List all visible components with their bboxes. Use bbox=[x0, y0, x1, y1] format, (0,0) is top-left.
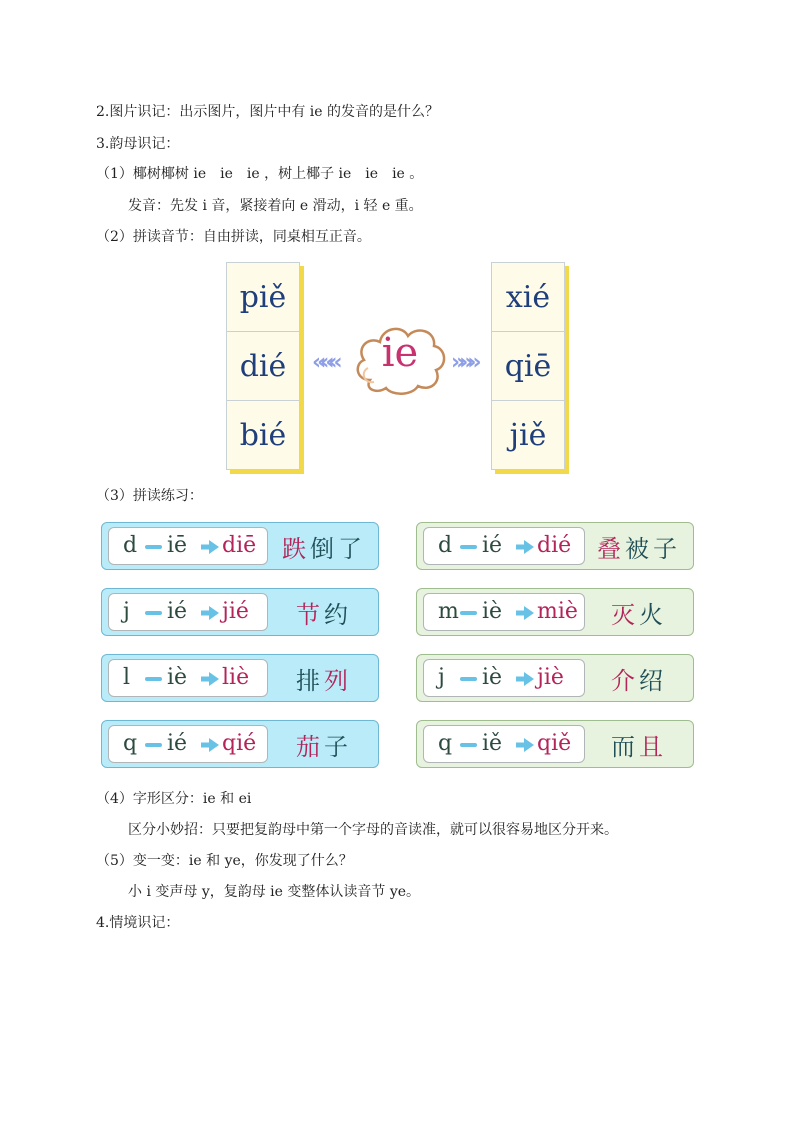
final-letters: iè bbox=[167, 665, 188, 690]
initial-letter: j bbox=[438, 665, 445, 690]
syllable-column-left bbox=[226, 262, 300, 470]
item-pronunciation: 发音：先发 i 音，紧接着向 e 滑动，i 轻 e 重。 bbox=[128, 198, 423, 214]
practice-card bbox=[101, 654, 379, 702]
initial-letter: d bbox=[438, 533, 453, 558]
final-letters: ié bbox=[167, 731, 188, 756]
word-char: 跌 bbox=[282, 535, 310, 563]
word-char: 列 bbox=[324, 667, 352, 695]
initial-letter: q bbox=[438, 731, 453, 756]
item-situational-recognition: 4.情境识记： bbox=[96, 915, 180, 931]
initial-letter: m bbox=[438, 599, 459, 624]
item-distinction-tip: 区分小妙招：只要把复韵母中第一个字母的音读准，就可以很容易地区分开来。 bbox=[128, 822, 618, 838]
word-char: 而 bbox=[611, 733, 639, 761]
syllable-cell: jiě bbox=[509, 417, 547, 453]
syllable-result: liè bbox=[222, 665, 250, 690]
example-word bbox=[589, 529, 689, 564]
syllable-result: qié bbox=[222, 731, 257, 756]
syllable-cell: bié bbox=[239, 417, 287, 453]
word-char: 火 bbox=[639, 601, 667, 629]
word-char: 叠 bbox=[597, 535, 625, 563]
arrow-right-icon bbox=[516, 606, 534, 620]
item-coconut-rhyme: （1）椰树椰树 ie ie ie ，树上椰子 ie ie ie 。 bbox=[96, 166, 424, 182]
item-final-recognition: 3.韵母识记： bbox=[96, 136, 180, 152]
word-char: 子 bbox=[653, 535, 681, 563]
final-letters: iè bbox=[482, 599, 503, 624]
syllable-result: dié bbox=[537, 533, 572, 558]
item-transform-answer: 小 i 变声母 y，复韵母 ie 变整体认读音节 ye。 bbox=[128, 884, 421, 900]
initial-letter: l bbox=[123, 665, 131, 690]
word-char: 绍 bbox=[639, 667, 667, 695]
example-word bbox=[589, 661, 689, 696]
initial-letter: q bbox=[123, 731, 138, 756]
dash-icon bbox=[460, 545, 477, 549]
word-char: 排 bbox=[296, 667, 324, 695]
dash-icon bbox=[145, 611, 162, 615]
word-char: 被 bbox=[625, 535, 653, 563]
arrow-right-icon bbox=[201, 738, 219, 752]
spelling-box bbox=[108, 725, 268, 763]
practice-card bbox=[416, 588, 694, 636]
syllable-result: jiè bbox=[537, 665, 564, 690]
example-word bbox=[274, 595, 374, 630]
final-letters: iě bbox=[482, 731, 503, 756]
dash-icon bbox=[460, 743, 477, 747]
left-chevrons-icon: ««« bbox=[312, 350, 337, 375]
dash-icon bbox=[460, 677, 477, 681]
word-char: 且 bbox=[639, 733, 667, 761]
syllable-cell: qiē bbox=[492, 332, 564, 401]
arrow-right-icon bbox=[201, 606, 219, 620]
syllable-cell: dié bbox=[227, 332, 299, 401]
example-word bbox=[274, 529, 374, 564]
syllable-cell: xié bbox=[492, 263, 564, 332]
spelling-box bbox=[423, 659, 585, 697]
arrow-right-icon bbox=[201, 540, 219, 554]
practice-card bbox=[416, 720, 694, 768]
item-spelling-practice: （3）拼读练习： bbox=[96, 488, 203, 504]
center-final-ie: ie bbox=[381, 330, 419, 376]
initial-letter: d bbox=[123, 533, 138, 558]
spelling-box bbox=[108, 593, 268, 631]
arrow-right-icon bbox=[516, 738, 534, 752]
dash-icon bbox=[460, 611, 477, 615]
spelling-box bbox=[108, 527, 268, 565]
syllable-result: jié bbox=[222, 599, 249, 624]
syllable-cell: piě bbox=[227, 263, 299, 332]
word-char: 子 bbox=[324, 733, 352, 761]
syllable-column-right bbox=[491, 262, 565, 470]
final-letters: ié bbox=[482, 533, 503, 558]
dash-icon bbox=[145, 677, 162, 681]
arrow-right-icon bbox=[516, 540, 534, 554]
word-char: 灭 bbox=[611, 601, 639, 629]
practice-card bbox=[416, 522, 694, 570]
word-char: 约 bbox=[324, 601, 352, 629]
arrow-right-icon bbox=[201, 672, 219, 686]
example-word bbox=[274, 727, 374, 762]
example-word bbox=[589, 595, 689, 630]
spelling-box bbox=[423, 593, 585, 631]
right-chevrons-icon: »»» bbox=[451, 350, 476, 375]
final-letters: iē bbox=[167, 533, 188, 558]
item-transform: （5）变一变：ie 和 ye，你发现了什么？ bbox=[96, 853, 353, 869]
spelling-box bbox=[108, 659, 268, 697]
word-char: 了 bbox=[338, 535, 366, 563]
initial-letter: j bbox=[123, 599, 130, 624]
practice-card bbox=[101, 588, 379, 636]
item-spelling-syllables: （2）拼读音节：自由拼读，同桌相互正音。 bbox=[96, 229, 371, 245]
syllable-result: miè bbox=[537, 599, 578, 624]
practice-card bbox=[101, 522, 379, 570]
practice-card bbox=[101, 720, 379, 768]
example-word bbox=[589, 727, 689, 762]
final-letters: iè bbox=[482, 665, 503, 690]
dash-icon bbox=[145, 545, 162, 549]
item-picture-recognition: 2.图片识记：出示图片，图片中有 ie 的发音的是什么？ bbox=[96, 104, 440, 120]
final-letters: ié bbox=[167, 599, 188, 624]
item-shape-distinction: （4）字形区分：ie 和 ei bbox=[96, 791, 252, 807]
arrow-right-icon bbox=[516, 672, 534, 686]
spelling-box bbox=[423, 725, 585, 763]
spelling-box bbox=[423, 527, 585, 565]
practice-card bbox=[416, 654, 694, 702]
syllable-result: qiě bbox=[537, 731, 572, 756]
word-char: 茄 bbox=[296, 733, 324, 761]
syllable-result: diē bbox=[222, 533, 257, 558]
example-word bbox=[274, 661, 374, 696]
dash-icon bbox=[145, 743, 162, 747]
word-char: 节 bbox=[296, 601, 324, 629]
word-char: 倒 bbox=[310, 535, 338, 563]
word-char: 介 bbox=[611, 667, 639, 695]
